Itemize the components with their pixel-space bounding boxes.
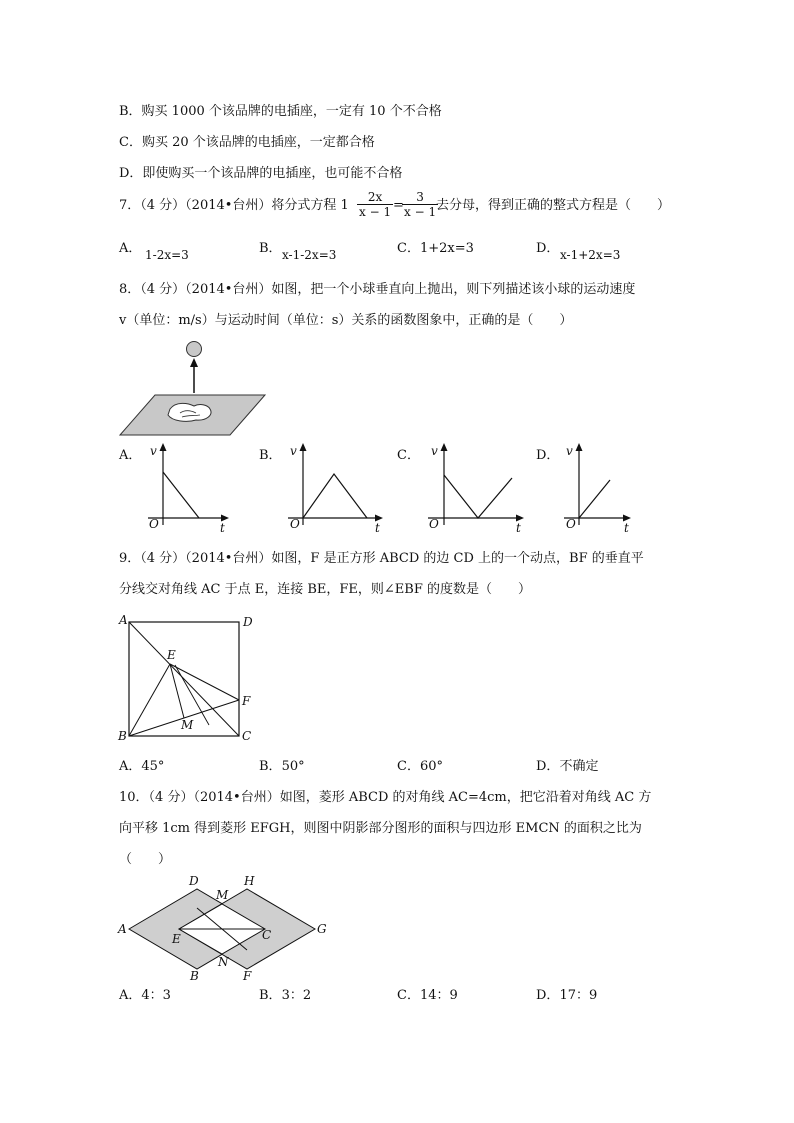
q7-option-d-text: x-1+2x=3 — [560, 248, 621, 262]
label-d: D — [189, 874, 199, 888]
label-e: E — [172, 932, 181, 946]
q7-frac1-den: x − 1 — [359, 205, 392, 219]
segment-be — [129, 664, 170, 736]
label-f: F — [242, 694, 251, 708]
q7-option-c-text: 1+2x=3 — [420, 241, 474, 256]
q7-stem-b: 去分母，得到正确的整式方程是（ ） — [436, 198, 671, 213]
graph-d-line — [579, 480, 610, 518]
label-h: H — [244, 874, 255, 888]
q7-fraction-2 — [402, 190, 438, 219]
q9-option-c[interactable]: C．60° — [397, 759, 443, 774]
q10-option-a[interactable]: A．4：3 — [119, 988, 171, 1003]
q7-stem-a: 7．（4 分）（2014•台州）将分式方程 1 — [119, 198, 349, 213]
q8-option-b-letter: B． — [259, 448, 282, 463]
q7-option-a-text: 1-2x=3 — [145, 248, 189, 262]
graph-b-y-label: v — [290, 444, 297, 458]
graph-a-y-label: v — [150, 444, 157, 458]
graph-a-origin: O — [149, 517, 159, 531]
ball-icon — [187, 342, 202, 357]
graph-c-y-label: v — [431, 444, 438, 458]
label-g: G — [317, 922, 327, 936]
q8-option-a-letter: A． — [119, 448, 142, 463]
label-e: E — [167, 648, 176, 662]
label-d: D — [243, 615, 253, 629]
q9-option-b[interactable]: B．50° — [259, 759, 305, 774]
segment-ef — [170, 664, 239, 700]
q9-stem-line1: 9．（4 分）（2014•台州）如图，F 是正方形 ABCD 的边 CD 上的一个动点，BF 的垂直平 — [119, 551, 644, 566]
hand-icon — [168, 403, 211, 421]
graph-c-origin: O — [429, 517, 439, 531]
graph-a-x-label: t — [220, 521, 225, 535]
label-n: N — [218, 955, 229, 969]
graph-b-origin: O — [290, 517, 300, 531]
q8-option-c-letter: C． — [397, 448, 420, 463]
q10-stem-line3: （ ） — [119, 852, 172, 867]
q9-square-figure — [115, 612, 260, 744]
q8-graph-c[interactable] — [420, 440, 530, 535]
graph-a-line — [163, 472, 199, 518]
q8-graph-a[interactable] — [140, 440, 240, 535]
q8-option-d-letter: D． — [536, 448, 560, 463]
graph-d-x-label: t — [624, 521, 629, 535]
q10-stem-line2: 向平移 1cm 得到菱形 EFGH，则图中阴影部分图形的面积与四边形 EMCN 的面积之比为 — [119, 821, 642, 836]
q10-option-d[interactable]: D．17：9 — [536, 988, 598, 1003]
q8-graph-d[interactable] — [558, 440, 648, 535]
q9-option-a[interactable]: A．45° — [119, 759, 165, 774]
q7-option-a-letter: A． — [119, 241, 142, 256]
label-b: B — [190, 969, 199, 983]
q7-frac1-num: 2x — [357, 190, 393, 205]
q7-fraction-1 — [357, 190, 393, 219]
q8-stem-line2: v（单位：m/s）与运动时间（单位：s）关系的函数图象中，正确的是（ ） — [119, 313, 573, 328]
label-c: C — [242, 729, 252, 743]
q7-frac2-num: 3 — [402, 190, 438, 205]
label-b: B — [118, 729, 127, 743]
q7-option-c-letter: C． — [397, 241, 420, 256]
q6-option-c: C．购买 20 个该品牌的电插座，一定都合格 — [119, 135, 375, 150]
q10-option-c[interactable]: C．14：9 — [397, 988, 458, 1003]
q9-stem-line2: 分线交对角线 AC 于点 E，连接 BE，FE，则∠EBF 的度数是（ ） — [119, 582, 531, 597]
q8-ball-throw-figure — [110, 335, 280, 440]
graph-b-x-label: t — [375, 521, 380, 535]
label-a: A — [118, 922, 127, 936]
graph-c-line — [444, 475, 512, 518]
q7-frac2-den: x − 1 — [404, 205, 437, 219]
label-a: A — [119, 613, 128, 627]
q10-rhombus-figure — [115, 873, 335, 983]
graph-b-line — [303, 474, 367, 518]
q10-stem-line1: 10．（4 分）（2014•台州）如图，菱形 ABCD 的对角线 AC=4cm，把它沿着对角线 AC 方 — [119, 790, 652, 805]
q8-graph-b[interactable] — [282, 440, 387, 535]
q6-option-d: D．即使购买一个该品牌的电插座，也可能不合格 — [119, 166, 403, 181]
q10-option-b[interactable]: B．3：2 — [259, 988, 312, 1003]
label-m: M — [216, 888, 229, 902]
upward-arrow-head — [190, 358, 198, 367]
label-f: F — [243, 969, 252, 983]
graph-c-x-label: t — [516, 521, 521, 535]
label-c: C — [262, 928, 272, 942]
graph-d-y-label: v — [566, 444, 573, 458]
q9-option-d[interactable]: D．不确定 — [536, 759, 599, 774]
q7-option-b-letter: B． — [259, 241, 282, 256]
label-m: M — [181, 718, 194, 732]
q7-option-b-text: x-1-2x=3 — [282, 248, 337, 262]
q6-option-b: B．购买 1000 个该品牌的电插座，一定有 10 个不合格 — [119, 104, 442, 119]
segment-em-extend — [175, 665, 209, 725]
q7-minus: = — [393, 198, 404, 213]
graph-d-origin: O — [566, 517, 576, 531]
q8-stem-line1: 8．（4 分）（2014•台州）如图，把一个小球垂直向上抛出，则下列描述该小球的运动速度 — [119, 282, 636, 297]
q7-option-d-letter: D． — [536, 241, 560, 256]
